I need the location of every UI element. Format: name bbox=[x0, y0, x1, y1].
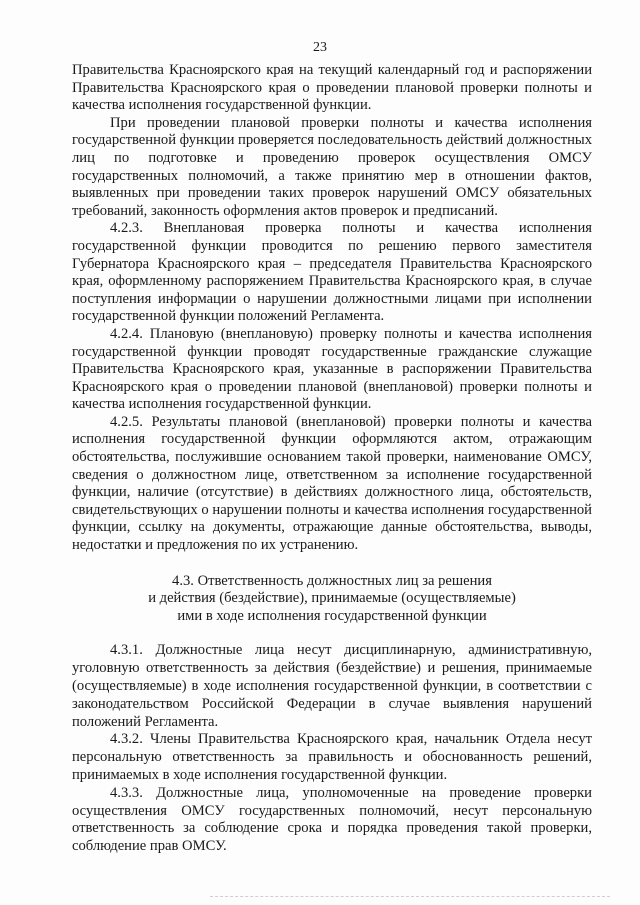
document-body bbox=[72, 62, 592, 856]
section-heading-line: 4.3. Ответственность должностных лиц за решения bbox=[172, 572, 492, 589]
section-heading-4-3 bbox=[72, 573, 592, 626]
paragraph-4-2-4: 4.2.4. Плановую (внеплановую) проверку полноты и качества исполнения государственной функции проводят государственные гражданские служащие Правительства Красноярского края, указанные в распоряжении Правительства Красноярского края о проведении плановой (внеплановой) проверки полноты и качества исполнения государственной функции. bbox=[72, 325, 592, 413]
page-number: 23 bbox=[313, 40, 327, 55]
section-heading-line: ими в ходе исполнения государственной функции bbox=[177, 607, 487, 624]
paragraph-planned-inspection: При проведении плановой проверки полноты и качества исполнения государственной функции проверяется последовательность действий должностных лиц по подготовке и проведению проверок осуществления ОМСУ государственных полномочий, а также принятию мер в отношении фактов, выявленных при проведении таких проверок нарушений ОМСУ обязательных требований, законность оформления актов проверок и предписаний. bbox=[72, 114, 592, 219]
paragraph-4-3-3: 4.3.3. Должностные лица, уполномоченные на проведение проверки осуществления ОМСУ государственных полномочий, несут персональную ответственность за соблюдение срока и порядка проведения такой проверки, соблюдение прав ОМСУ. bbox=[72, 784, 592, 855]
paragraph-continuation: Правительства Красноярского края на текущий календарный год и распоряжении Правительства Красноярского края о проведении плановой проверки полноты и качества исполнения государственной функции. bbox=[72, 62, 592, 114]
paragraph-4-3-2: 4.3.2. Члены Правительства Красноярского края, начальник Отдела несут персональную ответственность за правильность и обоснованность решений, принимаемых в ходе исполнения государственной функции. bbox=[72, 731, 592, 783]
paragraph-4-2-3: 4.2.3. Внеплановая проверка полноты и качества исполнения государственной функции проводится по решению первого заместителя Губернатора Красноярского края – председателя Правительства Красноярского края, оформленному распоряжением Правительства Красноярского края, в случае поступления информации о нарушении должностными лицами при исполнении государственной функции положений Регламента. bbox=[72, 220, 592, 325]
scan-edge-line bbox=[210, 896, 610, 897]
section-heading-line: и действия (бездействие), принимаемые (осуществляемые) bbox=[148, 590, 516, 607]
paragraph-4-2-5: 4.2.5. Результаты плановой (внеплановой) проверки полноты и качества исполнения государственной функции оформляются актом, отражающим обстоятельства, послужившие основанием такой проверки, наименование ОМСУ, сведения о должностном лице, ответственном за исполнение государственной функции, наличие (отсутствие) в действиях должностного лица, обстоятельств, свидетельствующих о нарушении полноты и качества исполнения государственной функции, ссылку на документы, отражающие данные обстоятельства, выводы, недостатки и предложения по их устранению. bbox=[72, 413, 592, 554]
paragraph-4-3-1: 4.3.1. Должностные лица несут дисциплинарную, административную, уголовную ответственность за действия (бездействие) и решения, принимаемые (осуществляемые) в ходе исполнения государственной функции, в соответствии с законодательством Российской Федерации в случае выявления нарушений положений Регламента. bbox=[72, 642, 592, 730]
